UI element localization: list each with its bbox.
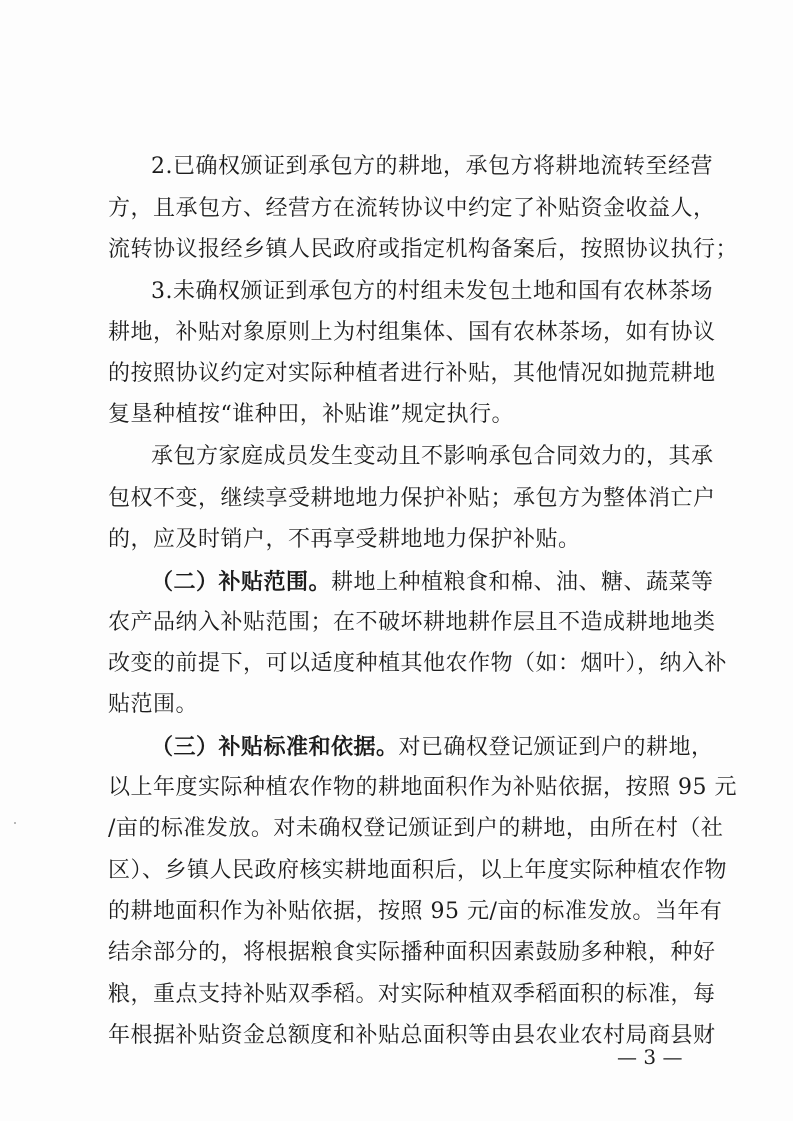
body-text-line: 的，应及时销户，不再享受耕地地力保护补贴。 xyxy=(108,527,581,552)
page-number: — 3 — xyxy=(617,1045,683,1069)
body-text-line: 的耕地面积作为补贴依据，按照 95 元/亩的标准发放。当年有 xyxy=(108,899,723,924)
body-text-line: 以上年度实际种植农作物的耕地面积作为补贴依据，按照 95 元 xyxy=(108,775,737,800)
body-text-line: 贴范围。 xyxy=(108,692,199,717)
body-text-line: 流转协议报经乡镇人民政府或指定机构备案后，按照协议执行； xyxy=(108,237,739,262)
body-text-line: /亩的标准发放。对未确权登记颁证到户的耕地，由所在村（社 xyxy=(108,816,724,841)
body-text-line: 的按照协议约定对实际种植者进行补贴，其他情况如抛荒耕地 xyxy=(108,361,716,386)
body-text-line: 复垦种植按“谁种田，补贴谁”规定执行。 xyxy=(108,402,514,427)
scan-speck xyxy=(14,822,16,824)
section-first-line xyxy=(151,564,714,600)
body-text-line: 承包方家庭成员发生变动且不影响承包合同效力的，其承 xyxy=(151,444,714,469)
section-heading-scope: （二）补贴范围。 xyxy=(151,569,332,595)
body-text-line: 改变的前提下，可以适度种植其他农作物（如：烟叶），纳入补 xyxy=(108,651,728,676)
body-text-line: 结余部分的，将根据粮食实际播种面积因素鼓励多种粮，种好 xyxy=(108,940,716,965)
body-text-line: 2.已确权颁证到承包方的耕地，承包方将耕地流转至经营 xyxy=(151,154,713,179)
section-first-line xyxy=(151,729,714,765)
body-text-line: 耕地，补贴对象原则上为村组集体、国有农林茶场，如有协议 xyxy=(108,320,716,345)
body-text-inline: 对已确权登记颁证到户的耕地， xyxy=(398,735,714,760)
body-text-inline: 耕地上种植粮食和棉、油、糖、蔬菜等 xyxy=(331,570,714,595)
body-text-line: 农产品纳入补贴范围；在不破坏耕地耕作层且不造成耕地地类 xyxy=(108,610,716,635)
body-text-line: 包权不变，继续享受耕地地力保护补贴；承包方为整体消亡户 xyxy=(108,486,716,511)
body-text-line: 区）、乡镇人民政府核实耕地面积后，以上年度实际种植农作物 xyxy=(108,858,728,883)
section-heading-standard: （三）补贴标准和依据。 xyxy=(151,734,399,760)
body-text-line: 方，且承包方、经营方在流转协议中约定了补贴资金收益人， xyxy=(108,196,716,221)
body-text-line: 年根据补贴资金总额度和补贴总面积等由县农业农村局商县财 xyxy=(108,1023,716,1048)
body-text-line: 3.未确权颁证到承包方的村组未发包土地和国有农林茶场 xyxy=(151,279,713,304)
body-text-line: 粮，重点支持补贴双季稻。对实际种植双季稻面积的标准，每 xyxy=(108,982,716,1007)
